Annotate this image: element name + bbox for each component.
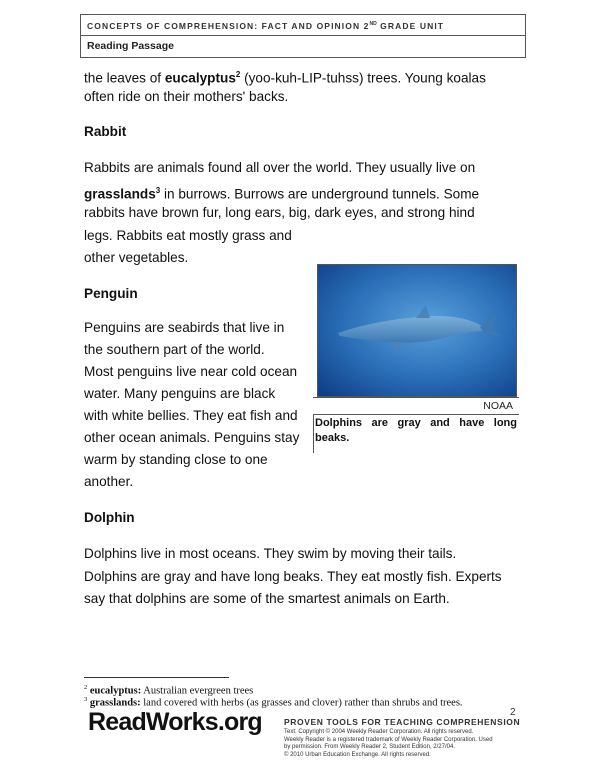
readworks-logo: ReadWorks.org [88,708,262,736]
penguin-line: another. [84,474,134,489]
footnote-number: 2 [84,684,88,691]
footnote-ref-2: 2 [235,70,241,79]
rabbit-line-5: other vegetables. [84,250,189,265]
section-label: Reading Passage [87,40,174,52]
unit-title-text-end: GRADE UNIT [376,21,445,31]
copyright-line: Text: Copyright © 2004 Weekly Reader Corporation. All rights reserved. [284,729,474,735]
copyright-line: Weekly Reader is a registered trademark of Weekly Reader Corporation. Used [284,736,493,743]
dolphin-line-1: Dolphins live in most oceans. They swim by moving their tails. [84,546,457,561]
footnote-term: grasslands: [89,697,141,709]
dolphin-line-3: say that dolphins are some of the smartest animals on Earth. [84,591,450,606]
dolphin-image [318,265,516,396]
footnote-definition: Australian evergreen trees [141,685,254,697]
copyright-line: by permission. From Weekly Reader 2, Student Edition, 2/27/04. [284,744,455,750]
unit-title-text: CONCEPTS OF COMPREHENSION: FACT AND OPINION 2 [87,21,370,31]
penguin-line: Most penguins live near cold ocean [84,364,298,379]
intro-line-2: often ride on their mothers' backs. [84,89,289,104]
copyright-notice [284,729,493,759]
unit-title [81,15,525,36]
heading-rabbit: Rabbit [84,124,127,139]
page-number: 2 [510,707,516,718]
dolphin-line-2: Dolphins are gray and have long beaks. They eat mostly fish. Experts [84,569,502,584]
penguin-line: Penguins are seabirds that live in [84,320,285,335]
dolphin-photo [317,264,517,397]
rabbit-line-3: rabbits have brown fur, long ears, big, dark eyes, and strong hind [84,205,475,220]
intro-text-end: (yoo-kuh-LIP-tuhss) trees. Young koalas [240,70,486,86]
footnote-ref-3: 3 [155,186,161,195]
penguin-line: with white bellies. They eat fish and [84,408,298,423]
rabbit-line-1: Rabbits are animals found all over the world. They usually live on [84,160,476,175]
photo-credit-row [313,397,519,415]
penguin-line: the southern part of the world. [84,342,265,357]
figure-caption: Dolphins are gray and have long beaks. [315,417,517,444]
caption-border [313,415,314,453]
rabbit-line-4: legs. Rabbits eat mostly grass and [84,228,292,243]
penguin-line: water. Many penguins are black [84,386,276,401]
footnote-term: eucalyptus: [89,685,142,697]
rabbit-text: in burrows. Burrows are underground tunnels. Some [160,186,480,202]
intro-text: the leaves of [84,70,165,86]
unit-title-sup: ND [369,21,377,28]
term-grasslands: grasslands [84,186,156,202]
copyright-line: © 2010 Urban Education Exchange. All rights reserved. [284,751,431,758]
unit-header [80,14,526,58]
penguin-line: other ocean animals. Penguins stay [84,430,300,445]
penguin-line: warm by standing close to one [84,452,268,467]
footnote-rule [84,677,229,678]
photo-credit: NOAA [483,400,513,412]
footer-tagline: PROVEN TOOLS FOR TEACHING COMPREHENSION [284,717,521,727]
term-eucalyptus: eucalyptus [164,70,236,86]
footnote-number: 3 [84,696,88,703]
dolphin-figure [313,260,519,453]
footnote-definition: land covered with herbs (as grasses and clover) rather than shrubs and trees. [140,697,463,709]
heading-penguin: Penguin [84,286,138,301]
heading-dolphin: Dolphin [84,510,135,525]
